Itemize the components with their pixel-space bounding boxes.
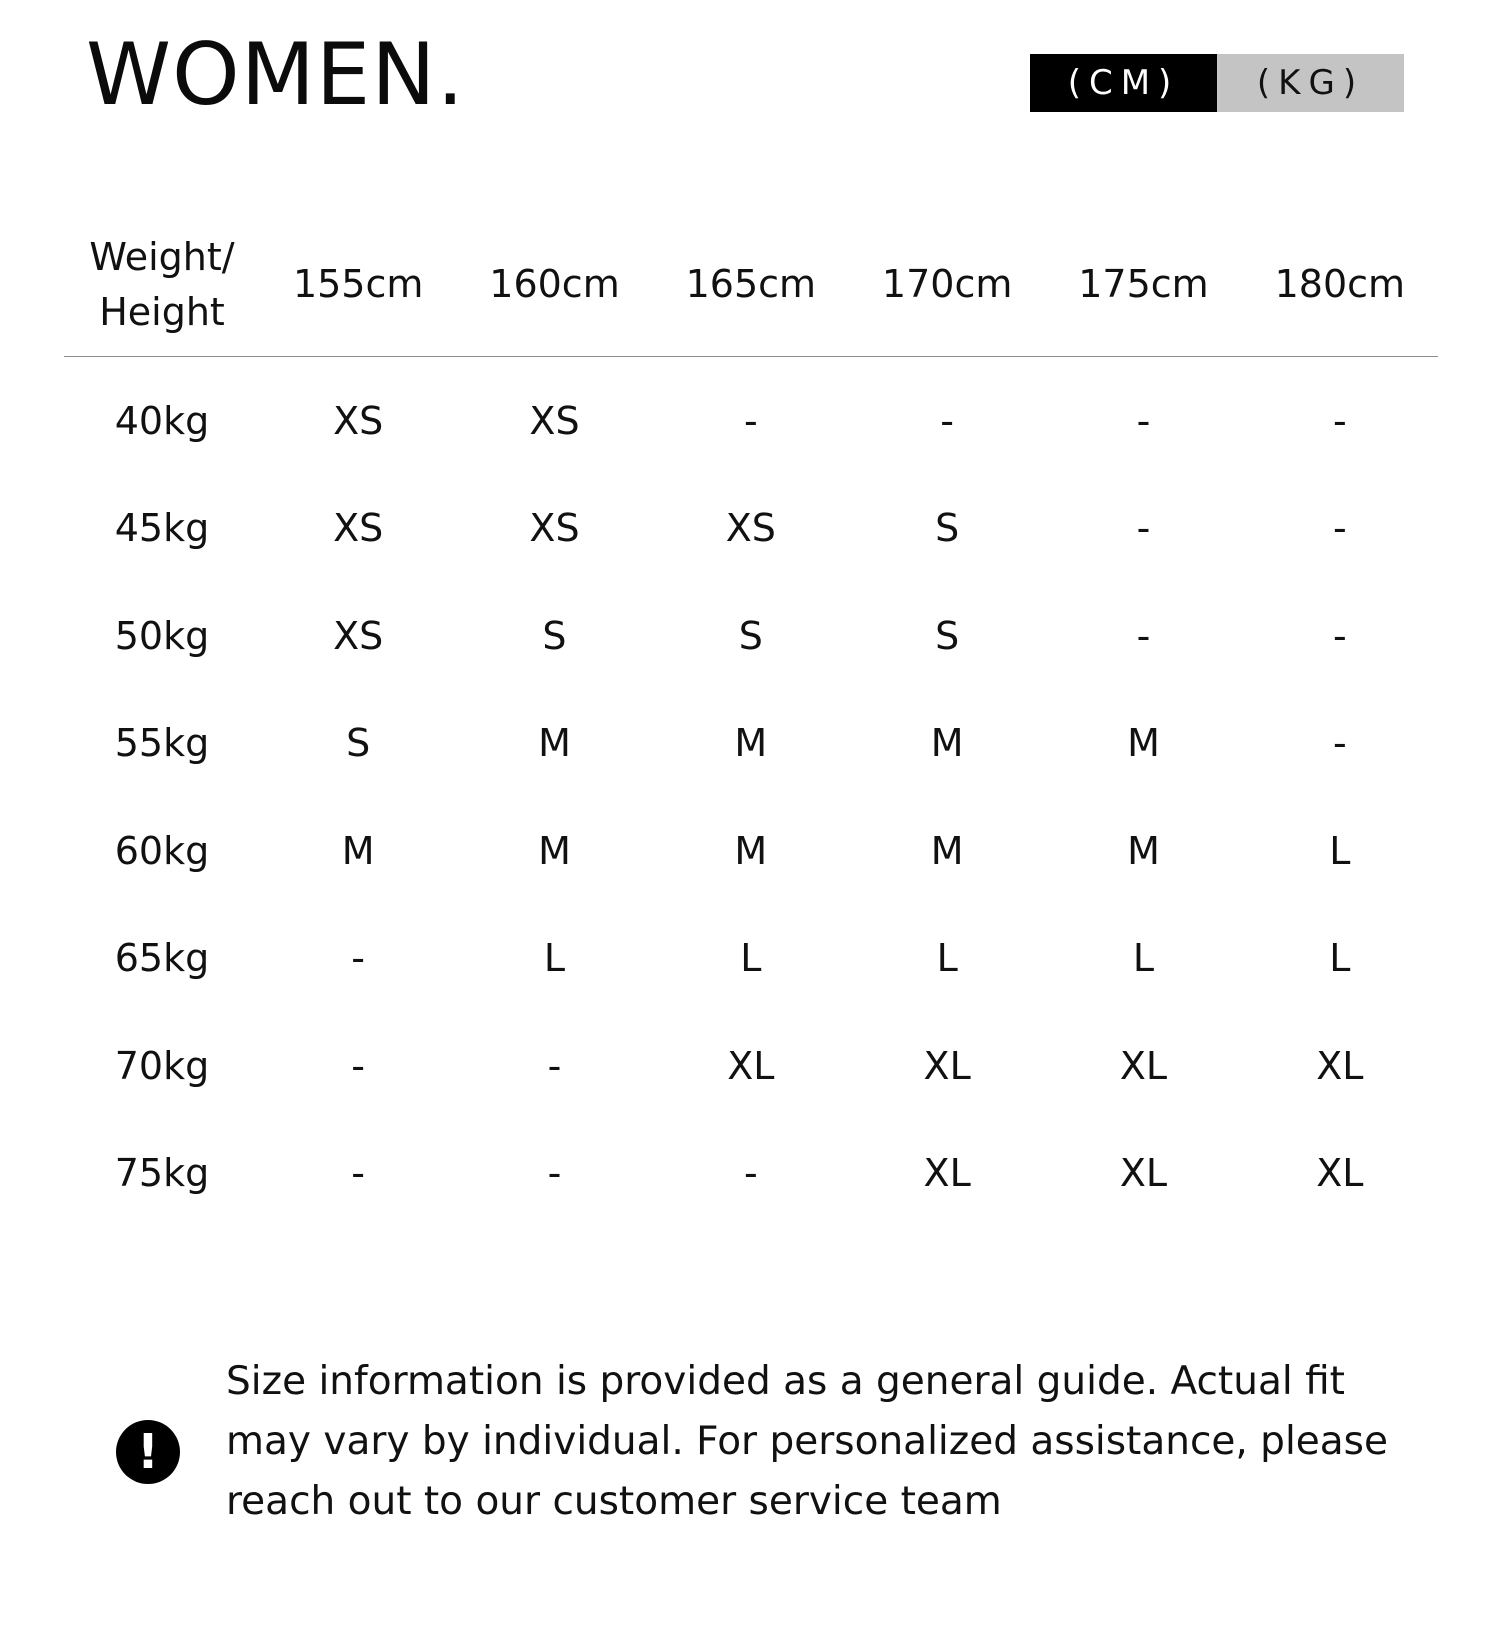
size-cell: XS — [333, 506, 384, 551]
size-cell: - — [1136, 613, 1151, 658]
height-header: 155cm — [260, 214, 456, 357]
size-cell: - — [743, 1151, 758, 1196]
height-header: 175cm — [1045, 214, 1241, 357]
size-cell: L — [740, 936, 762, 981]
size-cell: XL — [923, 1043, 971, 1088]
size-cell: XL — [727, 1043, 775, 1088]
size-cell: S — [935, 506, 960, 551]
size-cell: - — [940, 398, 954, 443]
size-cell: M — [734, 721, 768, 766]
size-cell: - — [351, 936, 366, 981]
size-cell: - — [1332, 721, 1347, 766]
table-body — [64, 357, 1438, 1228]
size-cell: M — [538, 828, 571, 873]
size-cell: XS — [529, 506, 580, 551]
size-cell: S — [935, 613, 960, 658]
size-cell: M — [930, 721, 964, 766]
height-header: 170cm — [849, 214, 1045, 357]
size-cell: L — [1329, 936, 1351, 981]
corner-label-height: Height — [99, 290, 225, 334]
size-cell: M — [734, 828, 768, 873]
unit-cm-button[interactable]: (CM) — [1030, 54, 1217, 112]
unit-toggle — [1030, 54, 1404, 112]
height-header: 165cm — [653, 214, 849, 357]
size-cell: L — [1329, 828, 1351, 873]
unit-kg-button[interactable]: (KG) — [1217, 54, 1404, 112]
weight-cell: 65kg — [114, 936, 210, 981]
size-cell: S — [738, 613, 763, 658]
weight-cell: 40kg — [114, 398, 210, 443]
weight-cell: 60kg — [114, 828, 210, 873]
size-cell: - — [1332, 398, 1347, 443]
height-header: 180cm — [1242, 214, 1438, 357]
size-cell: - — [351, 1151, 366, 1196]
size-cell: - — [743, 398, 758, 443]
table-row — [64, 357, 1438, 475]
weight-cell: 45kg — [114, 506, 210, 551]
size-cell: L — [543, 936, 566, 981]
size-cell: M — [1127, 721, 1160, 766]
table-row — [64, 797, 1438, 905]
size-cell: - — [1332, 506, 1347, 551]
weight-cell: 70kg — [114, 1043, 210, 1088]
size-cell: S — [542, 613, 567, 658]
size-cell: L — [1132, 936, 1155, 981]
table-row — [64, 905, 1438, 1013]
size-cell: XL — [1119, 1151, 1168, 1196]
size-cell: XL — [1119, 1043, 1168, 1088]
size-cell: XL — [1316, 1043, 1364, 1088]
size-chart-table — [64, 214, 1438, 1227]
corner-label-weight: Weight/ — [89, 234, 235, 279]
size-cell: XS — [529, 398, 580, 443]
weight-cell: 75kg — [114, 1151, 210, 1196]
corner-header — [64, 214, 260, 357]
size-cell: M — [341, 828, 375, 873]
size-cell: M — [1127, 828, 1160, 873]
size-guide-note: Size information is provided as a general guide. Actual fit may vary by individual. For personalized assistance, please reach out to our customer service team — [226, 1359, 1388, 1524]
table-row — [64, 690, 1438, 798]
size-cell: XL — [923, 1151, 971, 1196]
height-header: 160cm — [456, 214, 652, 357]
size-cell: XS — [725, 506, 776, 551]
table-row — [64, 1012, 1438, 1120]
weight-cell: 50kg — [114, 613, 210, 658]
table-row — [64, 475, 1438, 583]
size-cell: XL — [1316, 1151, 1364, 1196]
size-cell: XS — [333, 398, 384, 443]
size-cell: M — [930, 828, 964, 873]
size-cell: XS — [333, 613, 384, 658]
size-cell: - — [1136, 506, 1151, 551]
size-cell: - — [351, 1043, 366, 1088]
size-cell: - — [1136, 398, 1151, 443]
size-cell: - — [1332, 613, 1347, 658]
size-cell: - — [547, 1151, 562, 1196]
size-cell: L — [936, 936, 958, 981]
exclamation-icon: ! — [116, 1420, 180, 1484]
page-title: WOMEN. — [86, 25, 465, 125]
size-cell: M — [538, 721, 571, 766]
table-row — [64, 582, 1438, 690]
table-header-row — [64, 214, 1438, 357]
table-row — [64, 1120, 1438, 1228]
size-cell: - — [547, 1043, 562, 1088]
size-cell: S — [346, 721, 371, 766]
weight-cell: 55kg — [114, 721, 210, 766]
